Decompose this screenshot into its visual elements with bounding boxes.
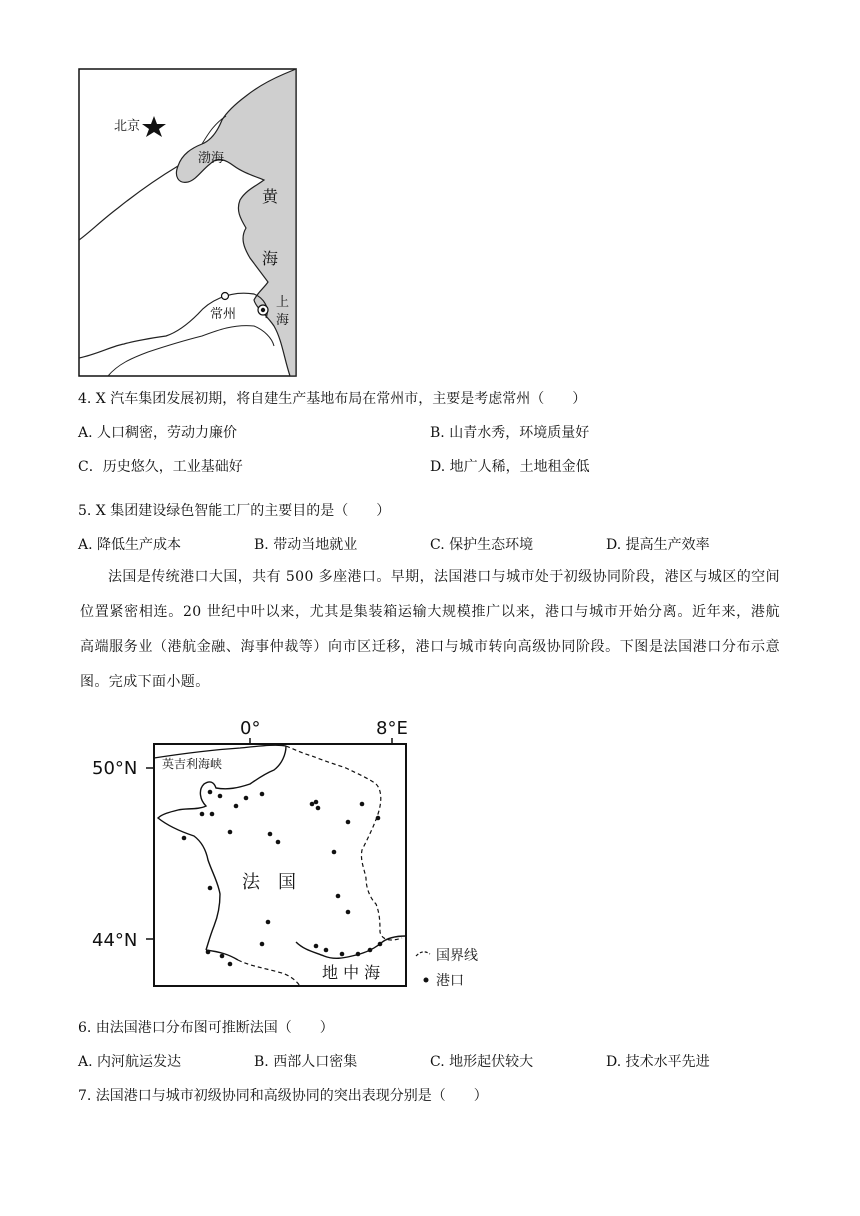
label-huang: 黄 — [262, 187, 279, 206]
france-ports-map — [90, 710, 510, 1000]
q5-option-b[interactable]: B. 带动当地就业 — [254, 537, 358, 553]
q5-stem: 5. X 集团建设绿色智能工厂的主要目的是（ ） — [78, 503, 391, 519]
port-dot — [200, 812, 205, 817]
q6-option-c[interactable]: C. 地形起伏较大 — [430, 1054, 534, 1070]
passage-text: 法国是传统港口大国，共有 500 多座港口。早期，法国港口与城市处于初级协同阶段，港区与城区的空间位置紧密相连。20 世纪中叶以来，尤其是集装箱运输大规模推广以来，港口与城市开始分离。近年来，港航高端服务业（港航金融、海事仲裁等）向市区迁移，港口与城市转向高级协同阶段。下图是法国港口分布示意图。完成下面小题。 — [80, 569, 780, 690]
port-dot — [310, 802, 315, 807]
port-dot — [208, 886, 213, 891]
port-dot — [340, 952, 345, 957]
port-dot — [360, 802, 365, 807]
port-dot — [220, 954, 225, 959]
q5-option-a[interactable]: A. 降低生产成本 — [78, 537, 182, 553]
port-dot — [376, 816, 381, 821]
q7-stem: 7. 法国港口与城市初级协同和高级协同的突出表现分别是（ ） — [78, 1088, 488, 1104]
q6-option-b[interactable]: B. 西部人口密集 — [254, 1054, 358, 1070]
label-mediterranean: 地 中 海 — [322, 963, 381, 982]
port-dot — [234, 804, 239, 809]
port-dot — [324, 948, 329, 953]
label-beijing: 北京 — [114, 119, 141, 134]
port-dot — [336, 894, 341, 899]
port-dot — [228, 962, 233, 967]
port-dot — [276, 840, 281, 845]
port-dot — [268, 832, 273, 837]
q6-stem: 6. 由法国港口分布图可推断法国（ ） — [78, 1020, 334, 1036]
port-dot — [346, 820, 351, 825]
label-hai: 海 — [262, 249, 279, 268]
port-dot — [210, 812, 215, 817]
q4-option-a[interactable]: A. 人口稠密，劳动力廉价 — [78, 425, 238, 441]
label-shanghai-hai: 海 — [276, 313, 290, 328]
port-dot — [314, 800, 319, 805]
q4-option-b[interactable]: B. 山青水秀，环境质量好 — [430, 425, 590, 441]
label-lat-44n: 44°N — [92, 930, 138, 951]
port-dot — [260, 792, 265, 797]
port-dot — [182, 836, 187, 841]
legend-border-icon — [416, 952, 430, 956]
port-dot — [228, 830, 233, 835]
q5-option-c[interactable]: C. 保护生态环境 — [430, 537, 534, 553]
port-dot — [206, 950, 211, 955]
port-dot — [260, 942, 265, 947]
legend-border-label: 国界线 — [436, 948, 478, 964]
label-bohai: 渤海 — [198, 151, 225, 166]
q4-stem: 4. X 汽车集团发展初期，将自建生产基地布局在常州市，主要是考虑常州（ ） — [78, 391, 587, 407]
port-dot — [316, 806, 321, 811]
port-dot — [356, 952, 361, 957]
q4-option-c[interactable]: C．历史悠久，工业基础好 — [78, 459, 243, 475]
legend-port-label: 港口 — [436, 973, 464, 989]
port-dot — [346, 910, 351, 915]
legend-port-icon — [424, 978, 429, 983]
port-dot — [314, 944, 319, 949]
port-dot — [208, 790, 213, 795]
port-dot — [218, 794, 223, 799]
changzhou-city-icon — [222, 293, 229, 300]
label-english-channel: 英吉利海峡 — [162, 757, 223, 771]
label-lat-50n: 50°N — [92, 758, 138, 779]
q6-option-a[interactable]: A. 内河航运发达 — [78, 1054, 182, 1070]
port-dot — [378, 942, 383, 947]
label-shang: 上 — [276, 295, 290, 310]
q4-option-d[interactable]: D. 地广人稀，土地租金低 — [430, 459, 590, 475]
q6-option-d[interactable]: D. 技术水平先进 — [606, 1054, 710, 1070]
label-changzhou: 常州 — [210, 307, 237, 322]
port-dot — [244, 796, 249, 801]
port-dot — [368, 948, 373, 953]
q5-option-d[interactable]: D. 提高生产效率 — [606, 537, 710, 553]
port-dot — [266, 920, 271, 925]
port-dot — [332, 850, 337, 855]
label-lon-0: 0° — [240, 718, 261, 739]
label-lon-8e: 8°E — [376, 718, 408, 739]
label-france: 法 国 — [242, 872, 296, 893]
china-east-coast-map — [78, 68, 298, 378]
